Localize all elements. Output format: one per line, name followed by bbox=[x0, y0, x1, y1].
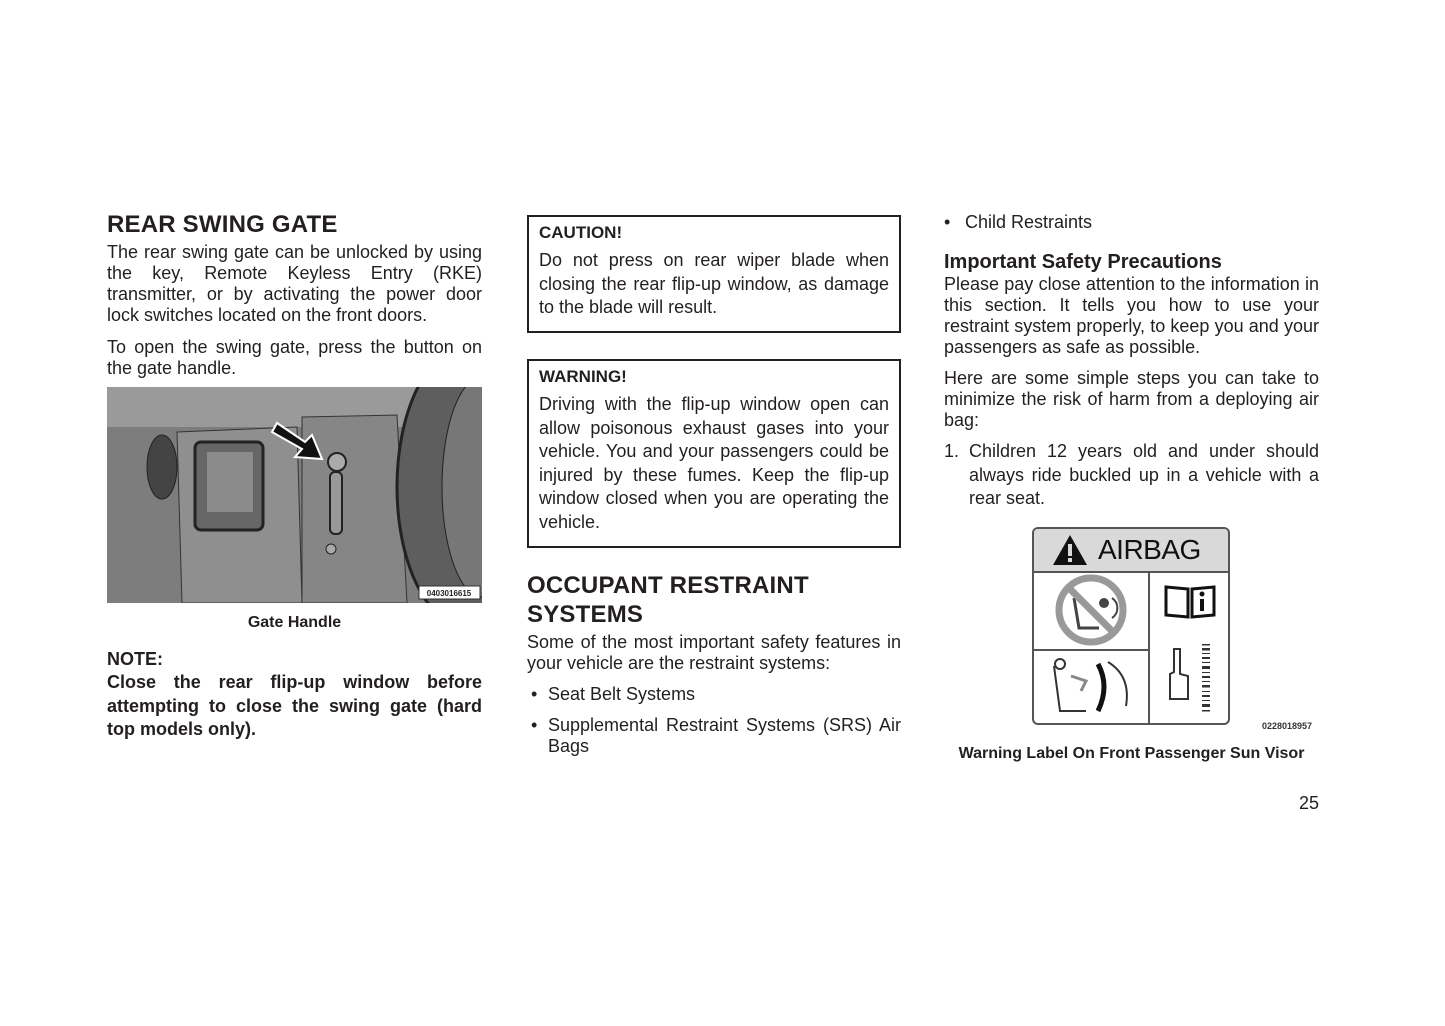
no-child-seat-cell bbox=[1034, 571, 1150, 651]
list-item: • Supplemental Restraint Systems (SRS) Air Bags bbox=[531, 715, 901, 756]
item-number: 1. bbox=[944, 441, 960, 461]
figure-code: 0403016615 bbox=[426, 589, 472, 598]
list-item-text: Seat Belt Systems bbox=[548, 684, 696, 704]
warning-text: Driving with the flip-up window open can allow poisonous exhaust gases into your vehicle. You and your passengers could be injured by these fumes. Keep the flip-up window closed when you are operating the vehicle. bbox=[539, 394, 889, 532]
figure-caption: Gate Handle bbox=[247, 614, 342, 631]
manual-info-icon bbox=[1164, 583, 1216, 621]
paragraph: Some of the most important safety features in your vehicle are the restraint systems: bbox=[527, 632, 901, 673]
caution-title: CAUTION! bbox=[539, 223, 623, 242]
subtitle: Important Safety Precautions bbox=[944, 251, 1222, 273]
caution-text: Do not press on rear wiper blade when closing the rear flip-up window, as damage to the blade will result. bbox=[539, 250, 889, 317]
section-title-occupant-restraint: OCCUPANT RESTRAINT SYSTEMS bbox=[527, 572, 809, 628]
paragraph: The rear swing gate can be unlocked by using the key, Remote Keyless Entry (RKE) transmitter, or by activating the power door lock switches located on the front doors. bbox=[107, 242, 482, 325]
list-item-text: Child Restraints bbox=[965, 212, 1093, 232]
warning-box bbox=[527, 359, 901, 548]
figure-code: 0228018957 bbox=[1262, 721, 1313, 731]
note-label: NOTE: bbox=[107, 649, 163, 669]
page-number: 25 bbox=[1298, 793, 1319, 813]
caution-box bbox=[527, 215, 901, 333]
label-header bbox=[1034, 529, 1228, 573]
label-title: AIRBAG bbox=[1098, 534, 1201, 565]
warning-triangle-icon bbox=[1052, 534, 1088, 566]
figure-caption: Warning Label On Front Passenger Sun Visor bbox=[958, 745, 1305, 762]
item-text: Children 12 years old and under should always ride buckled up in a vehicle with a rear seat. bbox=[969, 441, 1319, 508]
seat-airbag-deploy-icon bbox=[1046, 656, 1136, 720]
paragraph: To open the swing gate, press the button on the gate handle. bbox=[107, 337, 482, 378]
seat-airbag-cell bbox=[1034, 651, 1150, 725]
gate-handle-figure bbox=[107, 387, 482, 603]
airbag-warning-label bbox=[1032, 527, 1230, 725]
pointing-hand-barcode-icon bbox=[1162, 644, 1218, 714]
info-cell bbox=[1150, 571, 1230, 725]
list-item: • Child Restraints bbox=[944, 212, 1093, 232]
paragraph: Please pay close attention to the information in this section. It tells you how to use your restraint system properly, to keep you and your passengers as safe as possible. bbox=[944, 274, 1319, 357]
bullet-list bbox=[527, 684, 901, 757]
numbered-item bbox=[944, 440, 1319, 511]
section-title-rear-swing-gate: REAR SWING GATE bbox=[107, 211, 338, 238]
no-rear-facing-child-seat-icon bbox=[1054, 573, 1128, 647]
paragraph: Here are some simple steps you can take to minimize the risk of harm from a deploying air bag: bbox=[944, 368, 1319, 430]
list-item-text: Supplemental Restraint Systems (SRS) Air Bags bbox=[548, 715, 901, 756]
warning-title: WARNING! bbox=[539, 367, 627, 386]
gate-handle-illustration bbox=[107, 387, 482, 603]
list-item: • Seat Belt Systems bbox=[531, 684, 696, 704]
note-text: Close the rear flip-up window before attempting to close the swing gate (hard top models only). bbox=[107, 672, 482, 739]
